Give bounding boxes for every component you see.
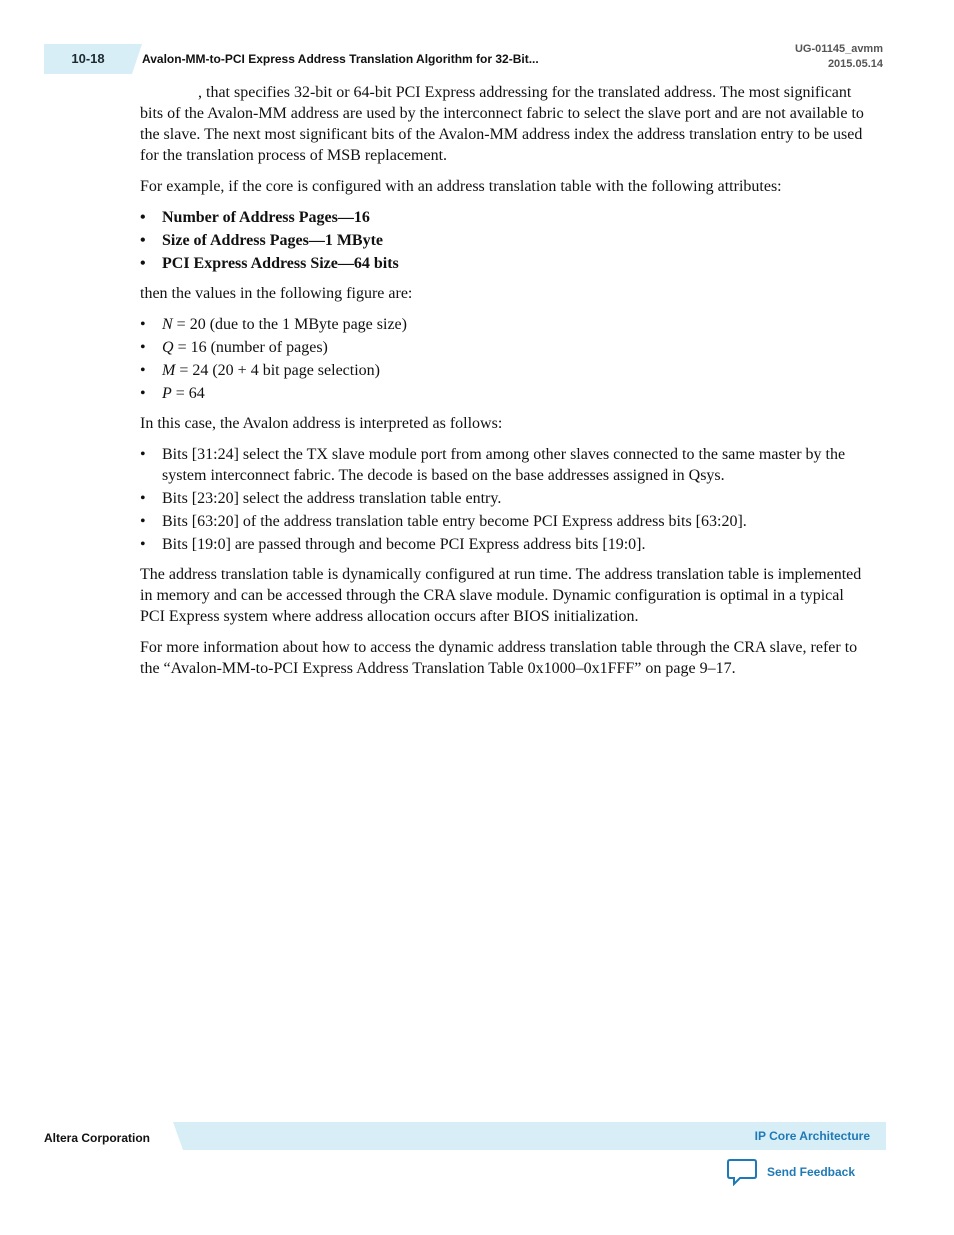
list-item: • P = 64 [140, 385, 205, 402]
bullet-icon: • [140, 255, 146, 272]
bullet-icon: • [140, 513, 146, 530]
paragraph: For example, if the core is configured with an address translation table with the following attributes: [140, 178, 782, 195]
list-item: • Bits [19:0] are passed through and become PCI Express address bits [19:0]. [140, 536, 646, 553]
attribute-list [140, 207, 870, 274]
bullet-icon: • [140, 362, 146, 379]
paragraph: then the values in the following figure are: [140, 285, 413, 302]
list-item: • PCI Express Address Size—64 bits [140, 255, 399, 272]
list-item: • Bits [31:24] select the TX slave module port from among other slaves connected to the same master by the system interconnect fabric. The decode is based on the base addresses assigned in Qsys. [140, 446, 846, 484]
running-header-title: Avalon-MM-to-PCI Express Address Translation Algorithm for 32-Bit... [142, 52, 539, 66]
bullet-icon: • [140, 385, 146, 402]
footer-section-link[interactable]: IP Core Architecture [754, 1129, 870, 1143]
bullet-icon: • [140, 339, 146, 356]
list-item: • M = 24 (20 + 4 bit page selection) [140, 362, 380, 379]
bullet-icon: • [140, 446, 146, 463]
paragraph: For more information about how to access the dynamic address translation table through the CRA slave, refer to the “Avalon-MM-to-PCI Express Address Translation Table 0x1000–0x1FFF” on page 9–17. [140, 639, 858, 677]
page-number: 10-18 [71, 51, 105, 66]
bullet-icon: • [140, 490, 146, 507]
list-item: • N = 20 (due to the 1 MByte page size) [140, 316, 407, 333]
values-list [140, 314, 870, 404]
list-item: • Q = 16 (number of pages) [140, 339, 328, 356]
send-feedback-button[interactable] [727, 1158, 855, 1186]
list-item: • Size of Address Pages—1 MByte [140, 232, 384, 249]
bullet-icon: • [140, 232, 146, 249]
footer-company: Altera Corporation [44, 1131, 151, 1145]
paragraph: , that specifies 32-bit or 64-bit PCI Express addressing for the translated address. The most significant bits of the Avalon-MM address are used by the interconnect fabric to select the slave port and are not available to the slave. The next most significant bits of the Avalon-MM address index the address translation entry to be used for the translation process of MSB replacement. [140, 84, 864, 164]
list-item: • Number of Address Pages—16 [140, 209, 370, 226]
bullet-icon: • [140, 209, 146, 226]
list-item: • Bits [23:20] select the address translation table entry. [140, 490, 502, 507]
document-date: 2015.05.14 [827, 58, 883, 70]
main-content [140, 82, 870, 689]
paragraph: In this case, the Avalon address is interpreted as follows: [140, 415, 503, 432]
speech-bubble-icon [727, 1158, 757, 1186]
paragraph: The address translation table is dynamically configured at run time. The address translation table is implemented in memory and can be accessed through the CRA slave module. Dynamic configuration is optimal in a typical PCI Express system where address allocation occurs after BIOS initialization. [140, 566, 862, 625]
bullet-icon: • [140, 536, 146, 553]
list-item: • Bits [63:20] of the address translation table entry become PCI Express address bits [63:20]. [140, 513, 747, 530]
bits-list [140, 444, 870, 555]
bullet-icon: • [140, 316, 146, 333]
send-feedback-label[interactable]: Send Feedback [767, 1165, 856, 1179]
document-id: UG-01145_avmm [794, 43, 883, 55]
